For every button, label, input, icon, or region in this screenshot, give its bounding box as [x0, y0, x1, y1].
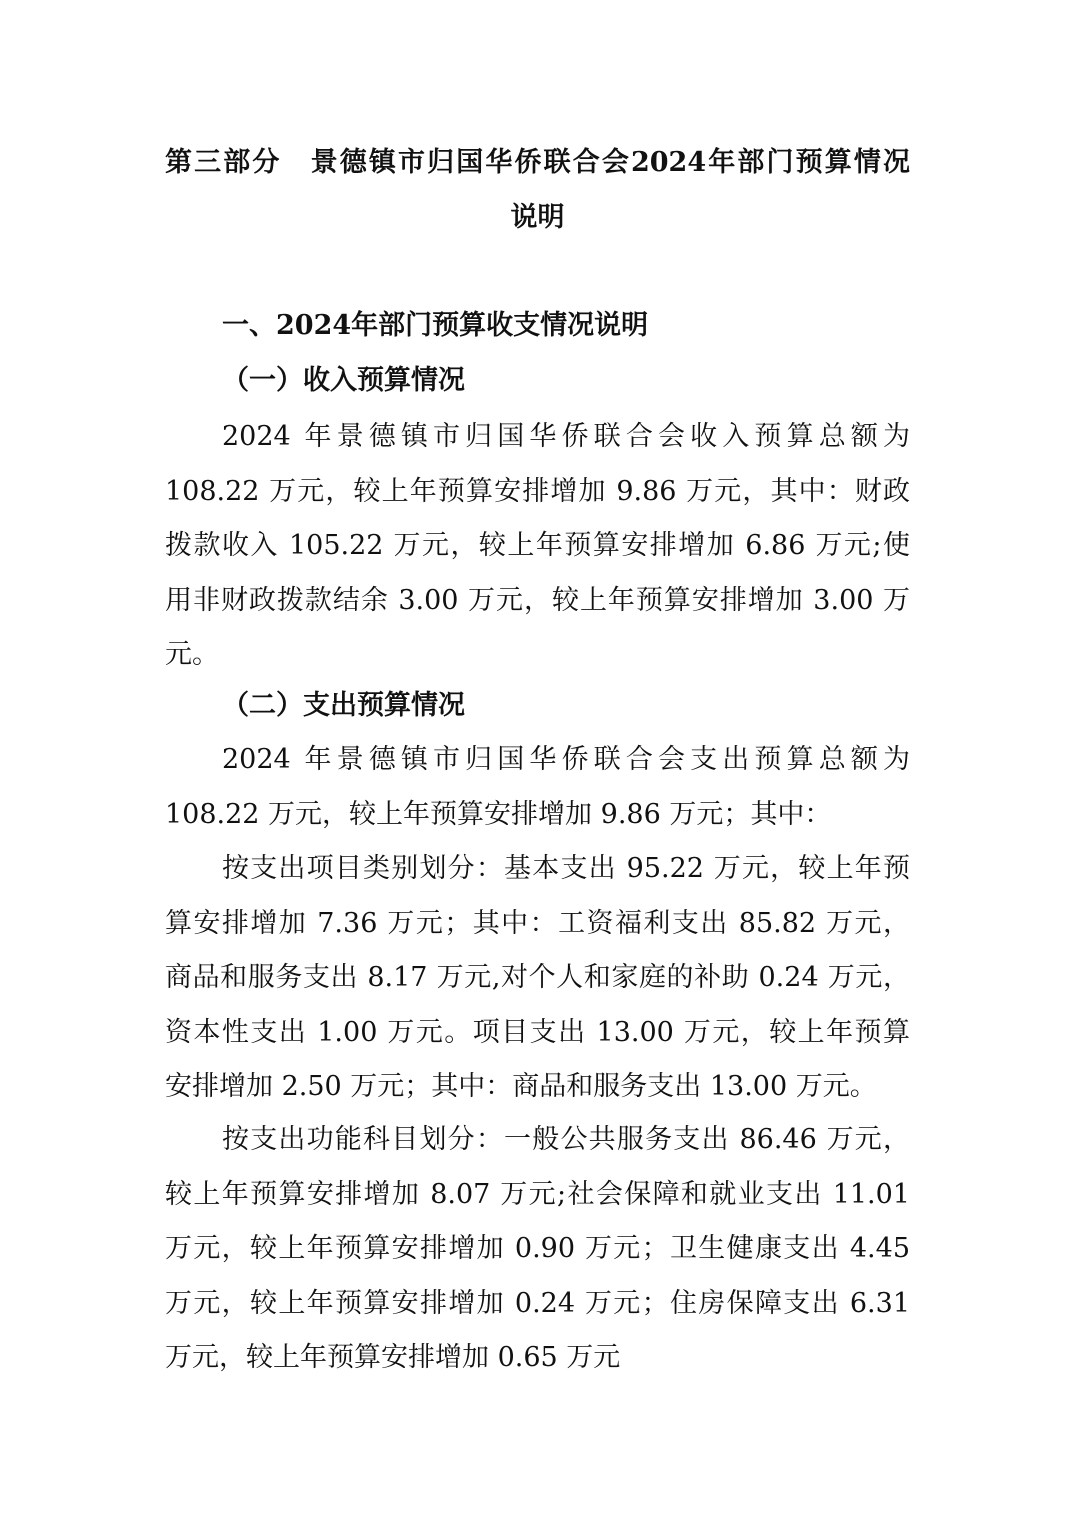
title-line: 说明	[510, 201, 565, 233]
paragraph-line: 元。	[165, 639, 219, 670]
paragraph-line: 2024 年景德镇市归国华侨联合会支出预算总额为	[222, 744, 910, 775]
paragraph-line: 用非财政拨款结余 3.00 万元，较上年预算安排增加 3.00 万	[165, 584, 910, 616]
title-line: 第三部分 景德镇市归国华侨联合会2024年部门预算情况	[165, 147, 910, 178]
paragraph-line: 资本性支出 1.00 万元。项目支出 13.00 万元，较上年预算	[165, 1016, 910, 1048]
paragraph-line: 万元，较上年预算安排增加 0.90 万元；卫生健康支出 4.45	[165, 1233, 910, 1264]
paragraph-line: 2024 年景德镇市归国华侨联合会收入预算总额为	[222, 421, 910, 452]
paragraph-line: 108.22 万元，较上年预算安排增加 9.86 万元；其中：	[165, 798, 832, 830]
section-heading: 一、2024年部门预算收支情况说明	[222, 310, 649, 341]
paragraph-line: 较上年预算安排增加 8.07 万元;社会保障和就业支出 11.01	[165, 1178, 910, 1210]
expense-paragraph	[165, 733, 910, 842]
paragraph-line: 万元，较上年预算安排增加 0.24 万元；住房保障支出 6.31	[165, 1287, 910, 1319]
paragraph-line: 108.22 万元，较上年预算安排增加 9.86 万元，其中：财政	[165, 475, 910, 507]
subsection-heading-expense: （二）支出预算情况	[222, 690, 465, 721]
document-title	[165, 136, 910, 245]
function-paragraph	[165, 1113, 910, 1386]
category-paragraph	[165, 842, 910, 1115]
paragraph-line: 万元，较上年预算安排增加 0.65 万元	[165, 1342, 621, 1373]
paragraph-line: 商品和服务支出 8.17 万元,对个人和家庭的补助 0.24 万元，	[165, 962, 910, 993]
subsection-heading-income: （一）收入预算情况	[222, 365, 465, 396]
paragraph-line: 算安排增加 7.36 万元；其中：工资福利支出 85.82 万元，	[165, 907, 910, 939]
paragraph-line: 按支出功能科目划分：一般公共服务支出 86.46 万元，	[222, 1124, 910, 1155]
income-paragraph	[165, 410, 910, 683]
paragraph-line: 安排增加 2.50 万元；其中：商品和服务支出 13.00 万元。	[165, 1071, 877, 1102]
paragraph-line: 拨款收入 105.22 万元，较上年预算安排增加 6.86 万元;使	[165, 530, 910, 561]
paragraph-line: 按支出项目类别划分：基本支出 95.22 万元，较上年预	[222, 853, 910, 884]
